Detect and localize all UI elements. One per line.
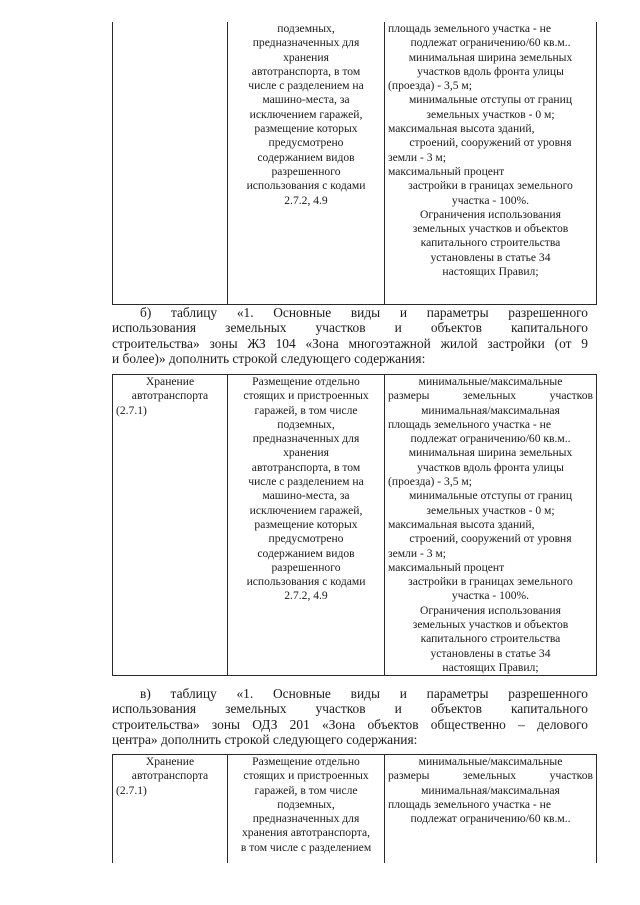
text-line: минимальные/максимальные xyxy=(418,375,563,388)
text-line: (проезда) - 3,5 м; xyxy=(388,475,472,489)
text-line: числе с разделением на xyxy=(248,475,364,489)
table-row xyxy=(113,755,597,864)
text-line: автотранспорта xyxy=(131,769,209,783)
text-line: разрешенного xyxy=(271,560,341,574)
text-line: автотранспорта, в том xyxy=(251,64,361,78)
text-line: подлежат ограничению/60 кв.м.. xyxy=(410,812,571,826)
text-line: максимальный процент xyxy=(388,560,505,574)
text-line: в том числе с разделением xyxy=(240,840,372,854)
text-line: площадь земельного участка - не xyxy=(388,22,551,35)
text-line: настоящих Правил; xyxy=(442,660,539,674)
text-line: в) таблицу «1. Основные виды и параметры разрешенного xyxy=(140,686,588,701)
text-line: строительства» зоны ОДЗ 201 «Зона объектов общественно – делового xyxy=(112,716,588,732)
text-line: хранения автотранспорта, xyxy=(241,826,371,840)
text-line: Хранение xyxy=(145,375,195,388)
text-line: 2.7.2, 4.9 xyxy=(284,193,328,207)
table-b xyxy=(112,374,597,676)
text-line: содержанием видов xyxy=(257,546,355,560)
text-line: минимальная ширина земельных xyxy=(408,446,573,460)
cell-description xyxy=(228,22,385,305)
text-line: разрешенного xyxy=(271,164,341,178)
cell-use-type xyxy=(113,755,228,864)
text-line: автотранспорта xyxy=(131,389,209,403)
text-line: автотранспорта, в том xyxy=(251,460,361,474)
text-line: земельных участков и объектов xyxy=(412,222,569,236)
text-line: минимальная/максимальная xyxy=(421,783,560,797)
text-line: 2.7.2, 4.9 xyxy=(284,589,328,603)
text-line: Размещение отдельно xyxy=(252,755,360,768)
text-line: максимальная высота зданий, xyxy=(388,122,535,136)
text-line: установлены в статье 34 xyxy=(430,646,551,660)
text-line: застройки в границах земельного xyxy=(408,575,573,589)
text-line: участков вдоль фронта улицы xyxy=(417,460,564,474)
text-line: установлены в статье 34 xyxy=(430,250,551,264)
text-line: использования земельных участков и объектов капитального xyxy=(112,701,588,717)
text-line: площадь земельного участка - не xyxy=(388,417,551,431)
text-line: участка - 100%. xyxy=(451,193,530,207)
text-line: гаражей, в том числе xyxy=(254,783,358,797)
text-line: площадь земельного участка - не xyxy=(388,797,551,811)
text-line: размеры земельных участков xyxy=(388,389,593,403)
text-line: земельных участков - 0 м; xyxy=(426,503,555,517)
text-line: машино-места, за xyxy=(262,489,350,503)
text-line: использования с кодами xyxy=(246,179,366,193)
text-line: подземных, xyxy=(277,797,335,811)
text-line: гаражей, в том числе xyxy=(254,403,358,417)
text-line: использования земельных участков и объектов капитального xyxy=(112,320,588,336)
text-line: стоящих и пристроенных xyxy=(243,389,369,403)
cell-description xyxy=(228,375,385,676)
text-line: хранения xyxy=(283,446,329,460)
cell-use-type xyxy=(113,375,228,676)
text-line: настоящих Правил; xyxy=(442,265,539,279)
text-line: предусмотрено xyxy=(268,532,344,546)
text-line: минимальная ширина земельных xyxy=(408,50,573,64)
text-line: застройки в границах земельного xyxy=(408,179,573,193)
cell-empty xyxy=(113,22,228,305)
text-line: хранения xyxy=(283,50,329,64)
text-line: минимальная/максимальная xyxy=(421,403,560,417)
text-line: и более)» дополнить строкой следующего содержания: xyxy=(112,351,426,367)
text-line: строений, сооружений от уровня xyxy=(409,136,572,150)
table-row xyxy=(113,375,597,676)
text-line: Ограничения использования xyxy=(420,207,561,221)
text-line: минимальные отступы от границ xyxy=(408,93,573,107)
cell-parameters xyxy=(385,375,597,676)
text-line: строений, сооружений от уровня xyxy=(409,532,572,546)
text-line: земельных участков - 0 м; xyxy=(426,107,555,121)
text-line: минимальные отступы от границ xyxy=(408,489,573,503)
text-line: земельных участков и объектов xyxy=(412,618,569,632)
table-c xyxy=(112,754,597,863)
cell-parameters xyxy=(385,22,597,305)
text-line: минимальные/максимальные xyxy=(418,755,563,768)
text-line: подземных, xyxy=(277,22,335,35)
table-row xyxy=(113,22,597,305)
cell-description xyxy=(228,755,385,864)
text-line: предусмотрено xyxy=(268,136,344,150)
text-line: максимальная высота зданий, xyxy=(388,517,535,531)
text-line: Размещение отдельно xyxy=(252,375,360,388)
text-line: числе с разделением на xyxy=(248,79,364,93)
text-line: предназначенных для xyxy=(252,812,360,826)
text-line: б) таблицу «1. Основные виды и параметры разрешенного xyxy=(140,305,588,320)
text-line: строительства» зоны ЖЗ 104 «Зона многоэтажной жилой застройки (от 9 xyxy=(112,335,588,351)
paragraph-b xyxy=(112,305,588,367)
text-line: подземных, xyxy=(277,417,335,431)
text-line: капитального строительства xyxy=(420,236,561,250)
text-line: исключением гаражей, xyxy=(249,107,363,121)
table-continuation xyxy=(112,22,597,305)
paragraph-c xyxy=(112,686,588,748)
text-line: исключением гаражей, xyxy=(249,503,363,517)
text-line: подлежат ограничению/60 кв.м.. xyxy=(410,432,571,446)
text-line: земли - 3 м; xyxy=(388,546,446,560)
text-line: использования с кодами xyxy=(246,575,366,589)
text-line: Хранение xyxy=(145,755,195,768)
text-line: (2.7.1) xyxy=(116,783,147,797)
text-line: предназначенных для xyxy=(252,36,360,50)
cell-parameters xyxy=(385,755,597,864)
text-line: максимальный процент xyxy=(388,164,505,178)
text-line: земли - 3 м; xyxy=(388,150,446,164)
text-line: участка - 100%. xyxy=(451,589,530,603)
text-line: капитального строительства xyxy=(420,632,561,646)
text-line: (проезда) - 3,5 м; xyxy=(388,79,472,93)
text-line: Ограничения использования xyxy=(420,603,561,617)
text-line: размещение которых xyxy=(254,122,358,136)
text-line: участков вдоль фронта улицы xyxy=(417,64,564,78)
text-line: подлежат ограничению/60 кв.м.. xyxy=(410,36,571,50)
text-line: содержанием видов xyxy=(257,150,355,164)
text-line: машино-места, за xyxy=(262,93,350,107)
text-line: предназначенных для xyxy=(252,432,360,446)
text-line: (2.7.1) xyxy=(116,403,147,417)
text-line: центра» дополнить строкой следующего содержания: xyxy=(112,732,418,748)
text-line: размещение которых xyxy=(254,517,358,531)
text-line: стоящих и пристроенных xyxy=(243,769,369,783)
text-line: размеры земельных участков xyxy=(388,769,593,783)
